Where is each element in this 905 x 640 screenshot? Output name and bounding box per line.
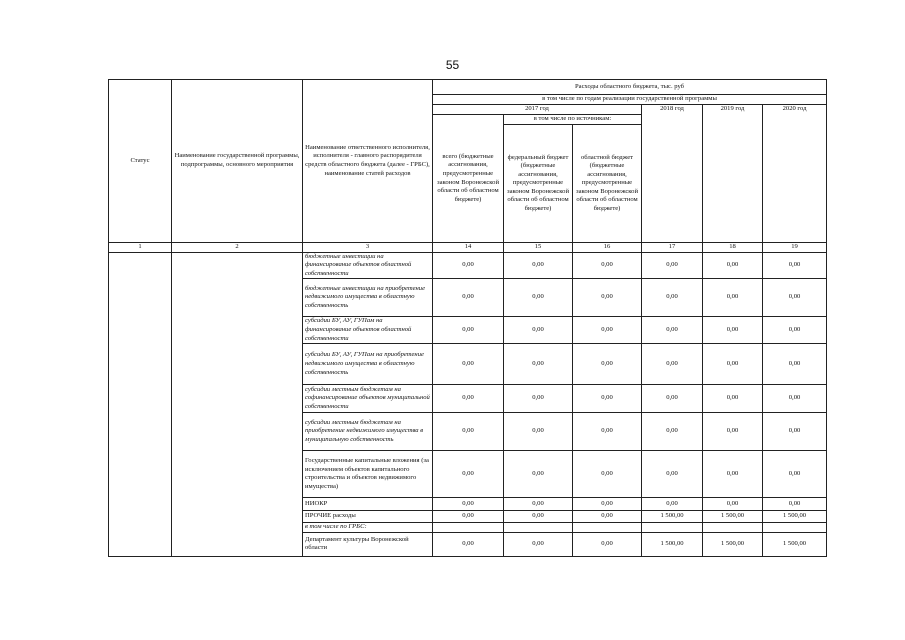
- value-cell: [642, 523, 703, 533]
- value-cell: 0,00: [703, 344, 763, 385]
- row-label: субсидии БУ, АУ, ГУПам на приобретение недвижимого имущества в областную собственность: [303, 344, 433, 385]
- col-num: 16: [573, 243, 642, 253]
- value-cell: 0,00: [504, 511, 573, 523]
- value-cell: 1 500,00: [642, 511, 703, 523]
- value-cell: 0,00: [573, 344, 642, 385]
- value-cell: 0,00: [642, 451, 703, 498]
- value-cell: 0,00: [763, 317, 827, 344]
- value-cell: 0,00: [763, 451, 827, 498]
- row-label: бюджетные инвестиции на финансирование объектов областной собственности: [303, 252, 433, 279]
- value-cell: 0,00: [504, 498, 573, 511]
- value-cell: 0,00: [642, 344, 703, 385]
- value-cell: 0,00: [433, 317, 504, 344]
- value-cell: 0,00: [763, 344, 827, 385]
- value-cell: 0,00: [763, 279, 827, 317]
- table-row: [109, 252, 827, 279]
- by-sources-header: в том числе по источникам:: [504, 115, 642, 125]
- expenses-header: Расходы областного бюджета, тыс. руб: [433, 80, 827, 95]
- value-cell: 0,00: [433, 385, 504, 413]
- value-cell: 0,00: [504, 252, 573, 279]
- row-label: субсидии местным бюджетам на софинансирование объектов муниципальной собственности: [303, 385, 433, 413]
- program-name-header: Наименование государственной программы, подпрограммы, основного мероприятия: [172, 80, 303, 243]
- total-header: всего (бюджетные ассигнования, предусмотренные законом Воронежской области об областном бюджете): [433, 115, 504, 243]
- row-label: Государственные капитальные вложения (за исключением объектов капитального строительства и объектов недвижимого имущества): [303, 451, 433, 498]
- col-num: 1: [109, 243, 172, 253]
- regional-header: областной бюджет (бюджетные ассигнования, предусмотренные законом Воронежской области об областном бюджете): [573, 125, 642, 243]
- value-cell: 0,00: [573, 413, 642, 451]
- value-cell: 1 500,00: [703, 511, 763, 523]
- value-cell: 0,00: [573, 532, 642, 556]
- value-cell: 0,00: [573, 511, 642, 523]
- year-2018-header: 2018 год: [642, 105, 703, 243]
- value-cell: 0,00: [433, 252, 504, 279]
- value-cell: 0,00: [504, 317, 573, 344]
- year-2020-header: 2020 год: [763, 105, 827, 243]
- value-cell: 0,00: [433, 532, 504, 556]
- value-cell: 0,00: [763, 252, 827, 279]
- value-cell: 0,00: [504, 344, 573, 385]
- year-2019-header: 2019 год: [703, 105, 763, 243]
- value-cell: 0,00: [573, 279, 642, 317]
- row-label: субсидии местным бюджетам на приобретение недвижимого имущества в муниципальную собственность: [303, 413, 433, 451]
- value-cell: 0,00: [763, 385, 827, 413]
- value-cell: 1 500,00: [703, 532, 763, 556]
- col-num: 3: [303, 243, 433, 253]
- value-cell: 0,00: [573, 317, 642, 344]
- col-num: 2: [172, 243, 303, 253]
- value-cell: 0,00: [703, 451, 763, 498]
- value-cell: 0,00: [504, 532, 573, 556]
- value-cell: 0,00: [573, 498, 642, 511]
- row-label: НИОКР: [303, 498, 433, 511]
- value-cell: 1 500,00: [642, 532, 703, 556]
- program-name-cell: [172, 252, 303, 556]
- value-cell: 0,00: [703, 498, 763, 511]
- col-num: 19: [763, 243, 827, 253]
- by-years-header: в том числе по годам реализации государственной программы: [433, 95, 827, 105]
- value-cell: 0,00: [642, 385, 703, 413]
- page-number: 55: [445, 58, 460, 72]
- value-cell: [703, 523, 763, 533]
- budget-table: [108, 79, 827, 557]
- executor-header: Наименование ответственного исполнителя, исполнителя - главного распорядителя средств областного бюджета (далее - ГРБС), наименование статей расходов: [303, 80, 433, 243]
- value-cell: 0,00: [573, 451, 642, 498]
- value-cell: 0,00: [504, 385, 573, 413]
- value-cell: 0,00: [642, 252, 703, 279]
- row-label: в том числе по ГРБС:: [303, 523, 433, 533]
- status-header: Статус: [109, 80, 172, 243]
- value-cell: 0,00: [703, 413, 763, 451]
- row-label: субсидии БУ, АУ, ГУПам на финансирование объектов областной собственности: [303, 317, 433, 344]
- federal-header: федеральный бюджет (бюджетные ассигнования, предусмотренные законом Воронежской области об областном бюджете): [504, 125, 573, 243]
- status-cell: [109, 252, 172, 556]
- value-cell: 0,00: [642, 317, 703, 344]
- value-cell: [573, 523, 642, 533]
- value-cell: 0,00: [573, 385, 642, 413]
- value-cell: 0,00: [703, 279, 763, 317]
- value-cell: 0,00: [433, 511, 504, 523]
- value-cell: [504, 523, 573, 533]
- value-cell: 1 500,00: [763, 532, 827, 556]
- value-cell: 0,00: [703, 252, 763, 279]
- value-cell: 0,00: [433, 413, 504, 451]
- col-num: 14: [433, 243, 504, 253]
- value-cell: 0,00: [642, 498, 703, 511]
- row-label: бюджетные инвестиции на приобретение недвижимого имущества в областную собственность: [303, 279, 433, 317]
- value-cell: 0,00: [642, 279, 703, 317]
- year-2017-header: 2017 год: [433, 105, 642, 115]
- value-cell: 0,00: [703, 317, 763, 344]
- row-label: ПРОЧИЕ расходы: [303, 511, 433, 523]
- value-cell: 0,00: [763, 498, 827, 511]
- value-cell: 0,00: [433, 344, 504, 385]
- value-cell: 0,00: [504, 451, 573, 498]
- col-num: 18: [703, 243, 763, 253]
- value-cell: 1 500,00: [763, 511, 827, 523]
- value-cell: 0,00: [642, 413, 703, 451]
- value-cell: [763, 523, 827, 533]
- value-cell: 0,00: [703, 385, 763, 413]
- row-label: Департамент культуры Воронежской области: [303, 532, 433, 556]
- value-cell: 0,00: [433, 279, 504, 317]
- value-cell: 0,00: [763, 413, 827, 451]
- value-cell: [433, 523, 504, 533]
- value-cell: 0,00: [504, 279, 573, 317]
- value-cell: 0,00: [433, 498, 504, 511]
- col-num: 15: [504, 243, 573, 253]
- col-num: 17: [642, 243, 703, 253]
- value-cell: 0,00: [433, 451, 504, 498]
- value-cell: 0,00: [504, 413, 573, 451]
- value-cell: 0,00: [573, 252, 642, 279]
